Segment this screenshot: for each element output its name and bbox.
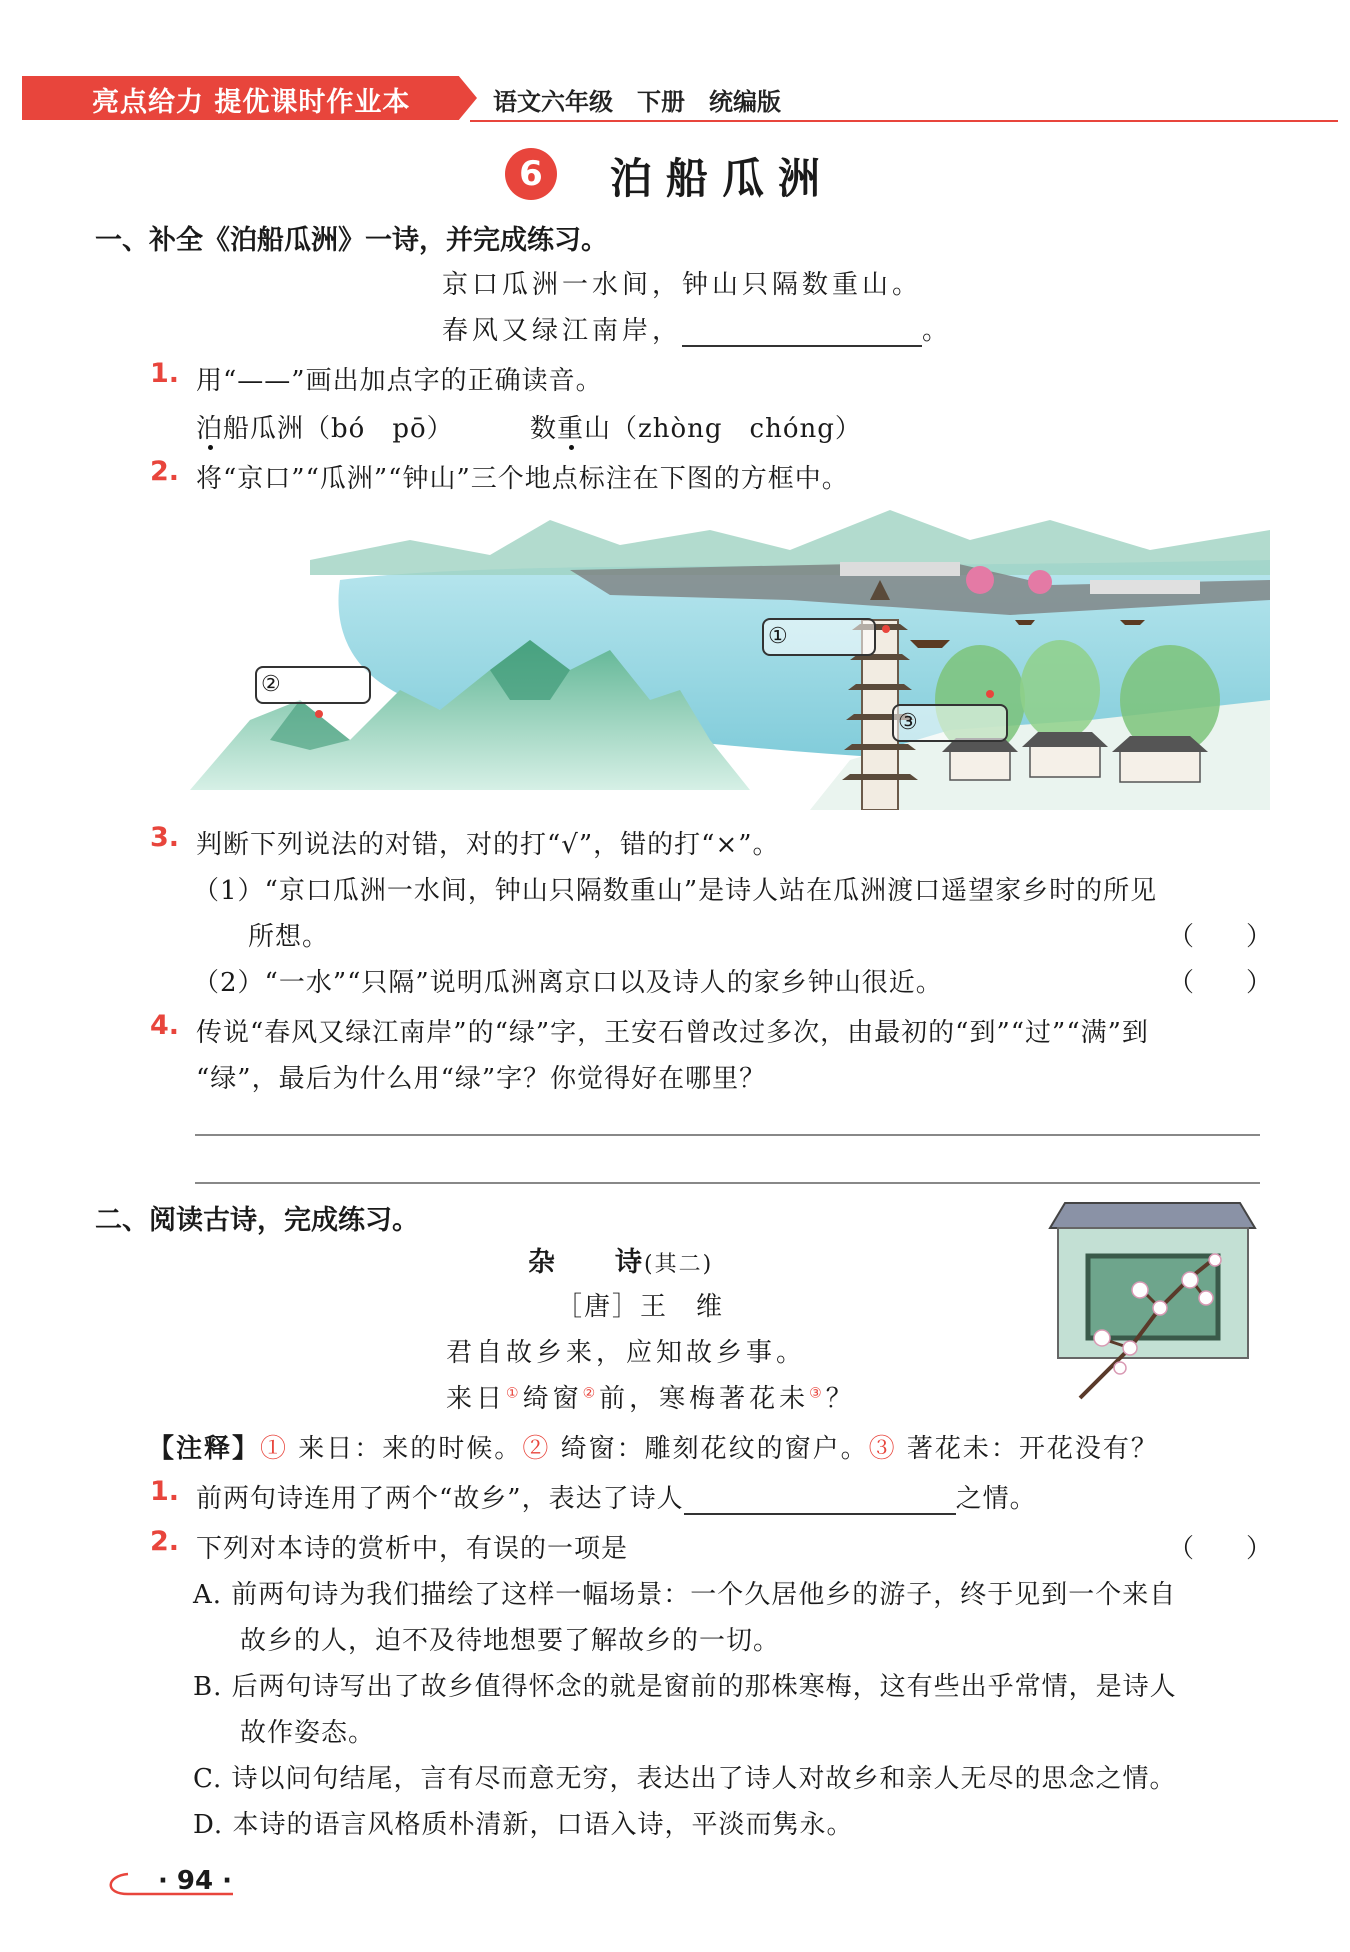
lesson-number-badge: 6 (505, 148, 557, 200)
option-a-line1[interactable]: A. 前两句诗为我们描绘了这样一幅场景：一个久居他乡的游子，终于见到一个来自 (193, 1580, 1177, 1610)
note2-number: ② (522, 1434, 551, 1464)
answer-parentheses[interactable]: （ ） (1168, 968, 1273, 998)
answer-parentheses[interactable]: （ ） (1168, 922, 1273, 952)
poem1-line2-text: 春风又绿江南岸， (442, 316, 683, 346)
footnote-mark-3: ③ (809, 1385, 826, 1402)
lesson-title: 泊船瓜洲 (610, 154, 835, 203)
answer-parentheses[interactable]: （ ） (1168, 1534, 1273, 1564)
window-eave (1050, 1203, 1255, 1228)
map-box-3-label: ③ (898, 710, 918, 735)
poem2-title (528, 1240, 713, 1279)
s1-q1-item1-rest: 船瓜洲（bó pō） (223, 414, 454, 444)
landscape-illustration (190, 500, 1270, 810)
s1-q1-item2-rest: 山（zhòng chóng） (584, 414, 862, 444)
map-box-3[interactable] (892, 704, 1008, 742)
footnote-mark-1: ① (506, 1385, 523, 1402)
s1-q4-line1: 传说“春风又绿江南岸”的“绿”字，王安石曾改过多次，由最初的“到”“过”“满”到 (196, 1018, 1149, 1048)
option-d[interactable]: D. 本诗的语言风格质朴清新，口语入诗，平淡而隽永。 (193, 1810, 854, 1840)
poem2-author: ［唐］王 维 (556, 1292, 725, 1322)
s1-q2-number: 2. (150, 456, 180, 487)
s2-q2-text: 下列对本诗的赏析中，有误的一项是 (196, 1534, 629, 1564)
notes-row (148, 1428, 1159, 1465)
far-houses (840, 562, 960, 576)
poem2-line2-a: 来日 (446, 1384, 507, 1414)
note2-text: 绮窗：雕刻花纹的窗户。 (560, 1434, 869, 1464)
plum-window-illustration (1040, 1198, 1265, 1403)
option-b-line1[interactable]: B. 后两句诗写出了故乡值得怀念的就是窗前的那株寒梅，这有些出乎常情，是诗人 (193, 1672, 1177, 1702)
s1-q3-text: 判断下列说法的对错，对的打“√”，错的打“×”。 (196, 830, 780, 860)
s2-q1-number: 1. (150, 1476, 180, 1507)
s2-q1-text (196, 1478, 1037, 1515)
dotted-char: 重 (557, 414, 585, 444)
far-mountains (310, 510, 1270, 575)
poem2-title-text: 杂 诗 (528, 1247, 644, 1278)
s2-q1-text-pre: 前两句诗连用了两个“故乡”，表达了诗人 (196, 1484, 684, 1514)
answer-line[interactable] (195, 1182, 1260, 1184)
s1-q2-text: 将“京口”“瓜洲”“钟山”三个地点标注在下图的方框中。 (196, 464, 849, 494)
s1-q4-number: 4. (150, 1010, 180, 1041)
poem2-line2-d: ？ (825, 1384, 856, 1414)
s1-q3-statement1-line1: （1）“京口瓜洲一水间，钟山只隔数重山”是诗人站在瓜洲渡口遥望家乡时的所见 (193, 876, 1158, 906)
map-box-2[interactable] (255, 666, 371, 704)
option-a-line2: 故乡的人，迫不及待地想要了解故乡的一切。 (240, 1626, 781, 1656)
s1-q4-line2: “绿”，最后为什么用“绿”字？你觉得好在哪里？ (196, 1064, 767, 1094)
note3-text: 著花未：开花没有？ (906, 1434, 1159, 1464)
s1-q1-item2 (530, 408, 862, 445)
footnote-mark-2: ② (582, 1385, 600, 1402)
map-marker-3 (986, 690, 994, 698)
s2-q2-number: 2. (150, 1526, 180, 1557)
s1-q3-statement2: （2）“一水”“只隔”说明瓜洲离京口以及诗人的家乡钟山很近。 (193, 968, 943, 998)
map-marker-2 (315, 710, 323, 718)
map-box-1-label: ① (768, 624, 788, 649)
header-divider (470, 120, 1338, 122)
poem1-line2 (442, 310, 952, 347)
s1-q3-number: 3. (150, 822, 180, 853)
s1-q1-number: 1. (150, 358, 180, 389)
notes-label: 【注释】 (148, 1434, 261, 1464)
poem2-line1: 君自故乡来，应知故乡事。 (446, 1338, 807, 1368)
s2-q1-text-post: 之情。 (955, 1484, 1037, 1514)
map-marker-1 (882, 625, 890, 633)
poem1-line1: 京口瓜洲一水间，钟山只隔数重山。 (442, 270, 923, 300)
poem2-line2-c: 前，寒梅著花未 (599, 1384, 810, 1414)
far-houses-right (1090, 580, 1200, 594)
poem2-line2-b: 绮窗 (522, 1384, 583, 1414)
section2-heading: 二、阅读古诗，完成练习。 (95, 1205, 419, 1236)
map-box-1[interactable] (762, 618, 876, 656)
s1-q3-statement1-line2: 所想。 (248, 922, 330, 952)
note1-number: ① (260, 1434, 289, 1464)
poem-blank[interactable] (682, 345, 922, 347)
map-box-2-label: ② (261, 672, 281, 697)
s1-q1-text: 用“——”画出加点字的正确读音。 (196, 366, 603, 396)
poem2-title-sub: (其二) (644, 1252, 714, 1277)
note3-number: ③ (868, 1434, 897, 1464)
subject-label: 语文六年级 下册 统编版 (493, 88, 781, 116)
blossom-tree (966, 566, 994, 594)
note1-text: 来日：来的时候。 (298, 1434, 523, 1464)
option-c[interactable]: C. 诗以问句结尾，言有尽而意无穷，表达出了诗人对故乡和亲人无尽的思念之情。 (193, 1764, 1177, 1794)
s1-q1-item1 (196, 408, 454, 445)
answer-blank[interactable] (684, 1513, 956, 1515)
option-b-line2: 故作姿态。 (240, 1718, 376, 1748)
page-number: · 94 · (158, 1866, 233, 1896)
dotted-char: 泊 (196, 414, 224, 444)
poem1-line2-end: 。 (922, 316, 953, 346)
blossom-tree (1028, 570, 1052, 594)
series-title: 亮点给力 提优课时作业本 (92, 87, 411, 118)
poem2-line2 (446, 1378, 856, 1415)
answer-line[interactable] (195, 1134, 1260, 1136)
section1-heading: 一、补全《泊船瓜洲》一诗，并完成练习。 (95, 225, 608, 256)
s1-q1-item2-pre: 数 (530, 414, 558, 444)
